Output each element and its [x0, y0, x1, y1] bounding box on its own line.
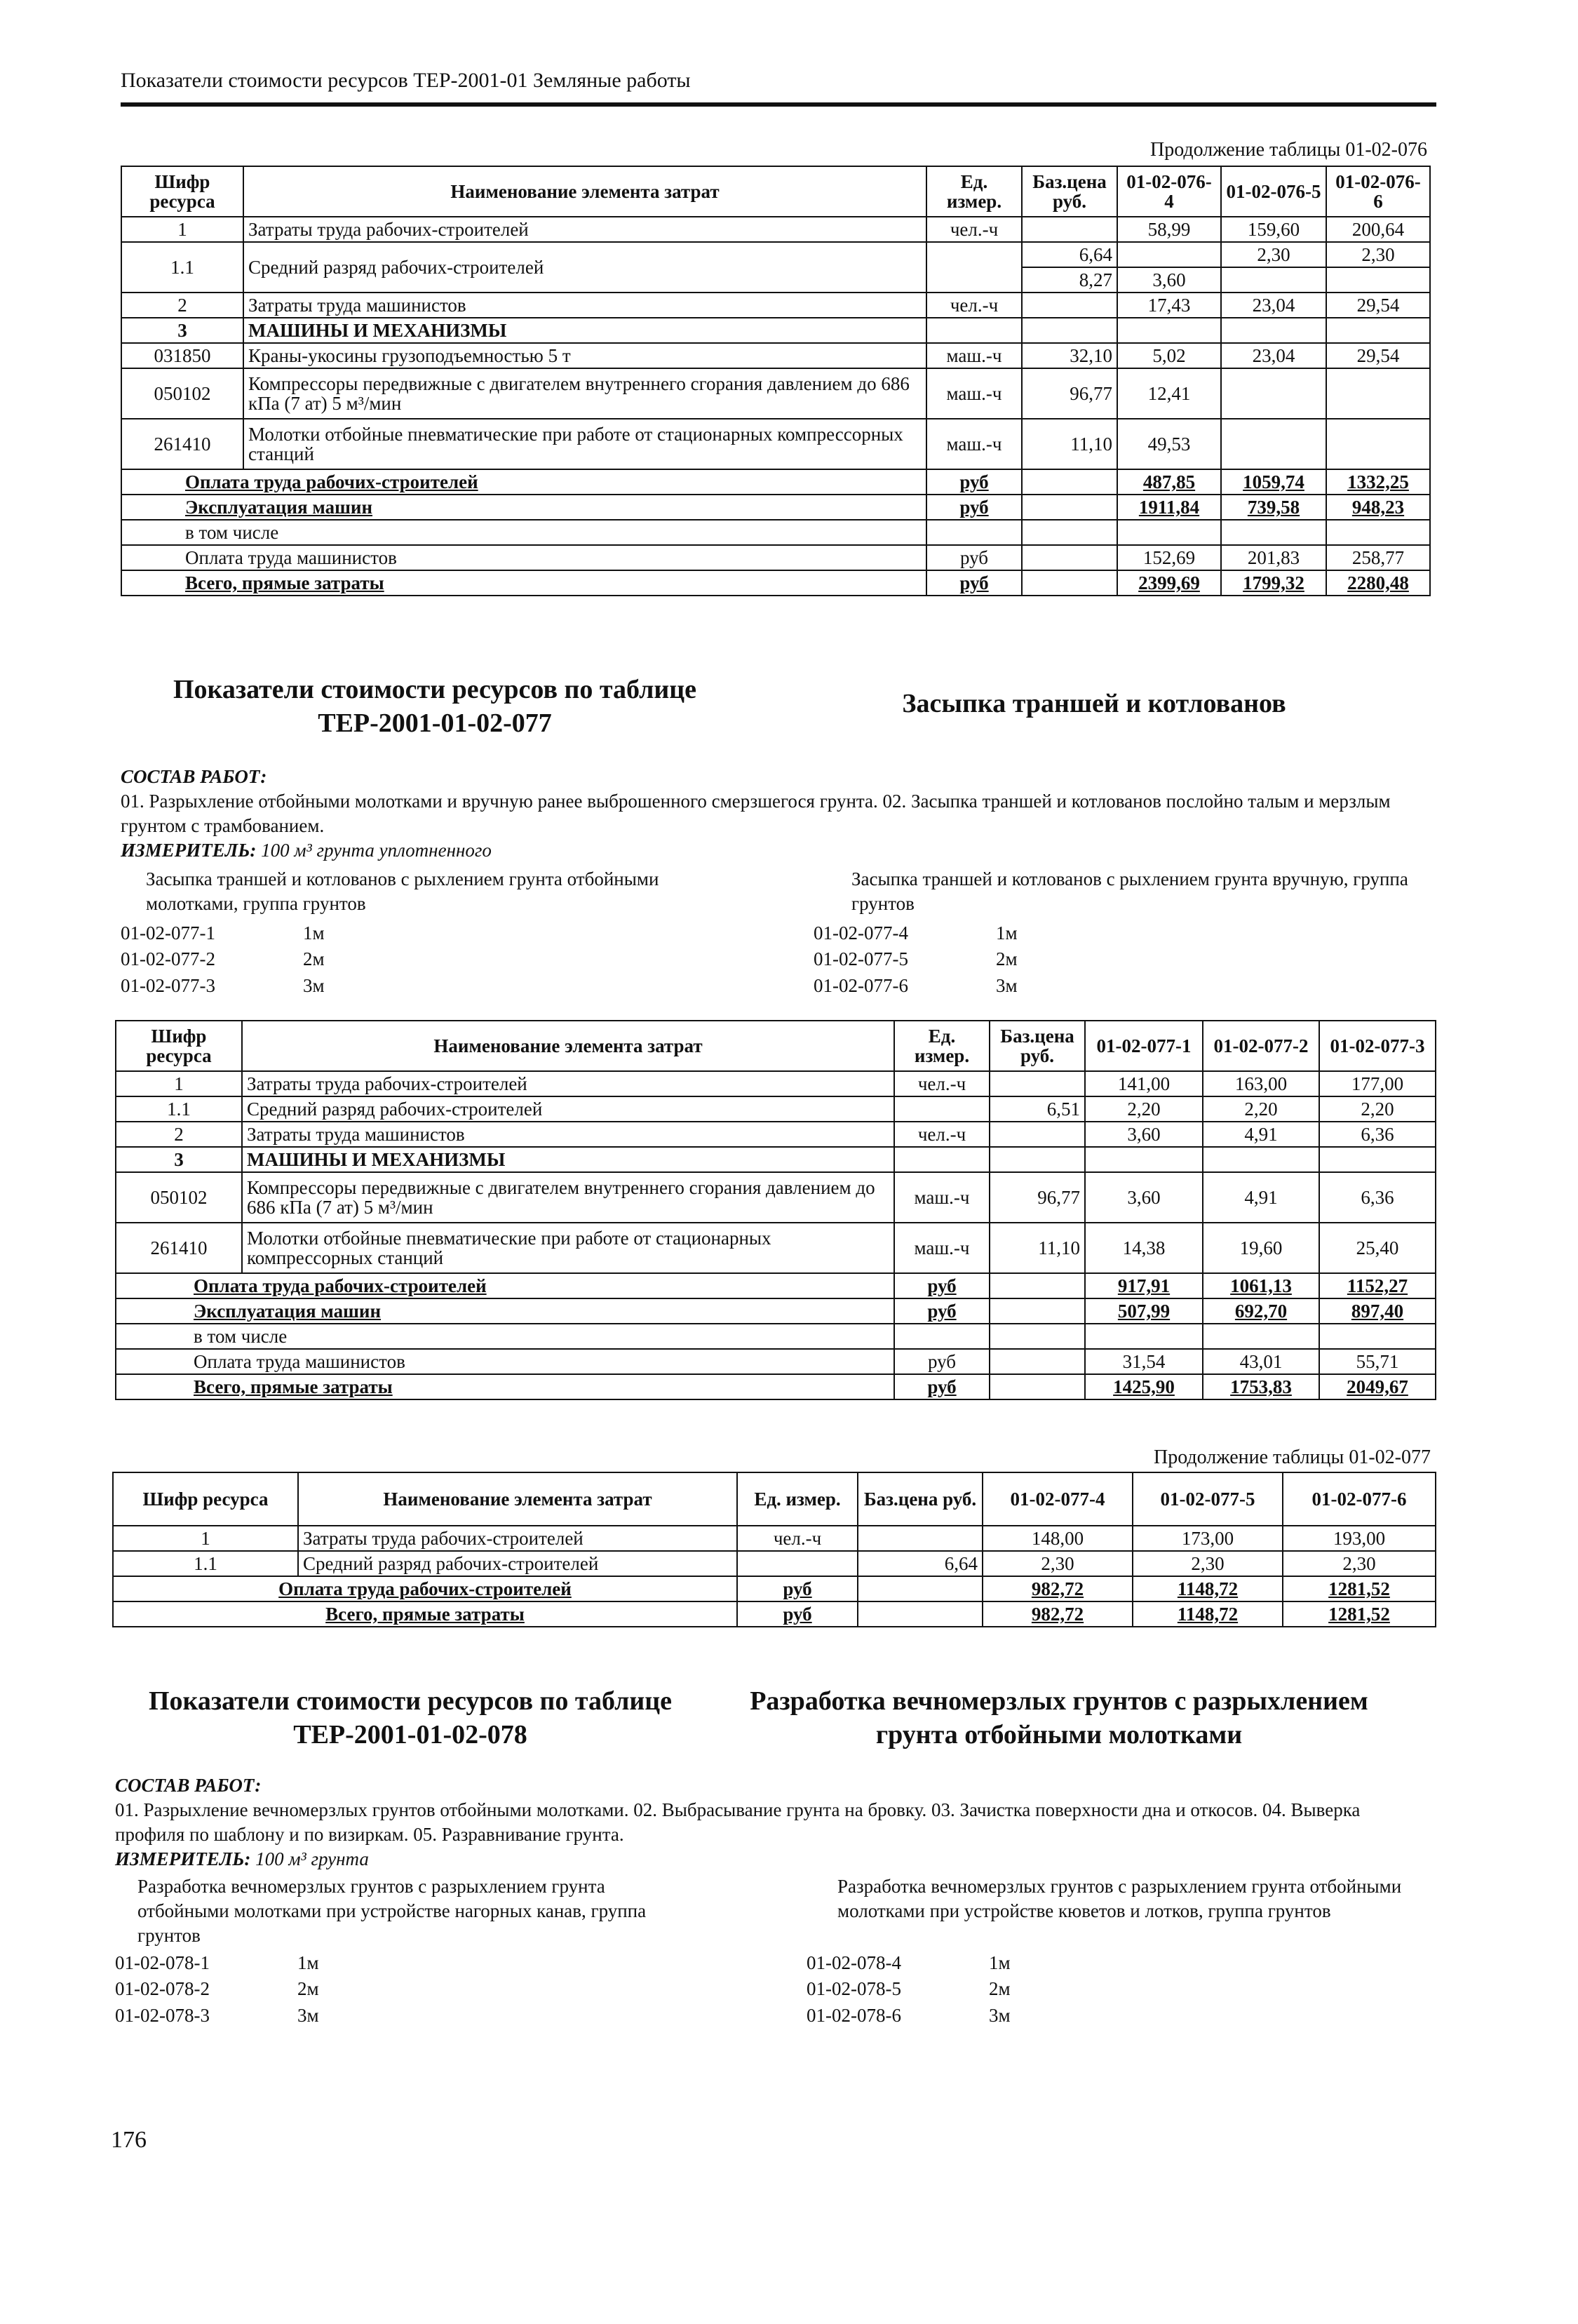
- table-cell: 2,30: [983, 1551, 1133, 1576]
- code-value: 01-02-077-2: [121, 948, 215, 970]
- code-entry: [121, 973, 325, 999]
- table-cell: 6,64: [1022, 242, 1117, 267]
- table-cell: [858, 1576, 983, 1601]
- resource-table-077-cont: [112, 1472, 1436, 1627]
- table-cell: 8,27: [1022, 267, 1117, 293]
- table-row: [116, 1122, 1436, 1147]
- table-row: [121, 495, 1430, 520]
- table-cell: 200,64: [1326, 217, 1430, 242]
- table-cell: 1.1: [116, 1096, 242, 1122]
- table-cell: 258,77: [1326, 545, 1430, 570]
- table-cell: руб: [926, 570, 1022, 596]
- code-value: 3м: [989, 2004, 1011, 2026]
- section-subtitle: Разработка вечномерзлых грунтов с разрыхлением грунта отбойными молотками: [750, 1686, 1368, 1749]
- table-cell: 29,54: [1326, 343, 1430, 368]
- work-label: СОСТАВ РАБОТ:: [121, 766, 267, 787]
- code-entry: [814, 946, 1018, 972]
- table-cell: в том числе: [121, 520, 926, 545]
- code-value: 01-02-078-6: [807, 2004, 901, 2026]
- table-cell: [990, 1273, 1085, 1298]
- col-header: Ед. измер.: [894, 1021, 990, 1071]
- table-row: [116, 1096, 1436, 1122]
- left-description: Разработка вечномерзлых грунтов с разрыхлением грунта отбойными молотками при устройстве нагорных канав, группа грунтов: [137, 1876, 647, 1947]
- table-cell: [1326, 368, 1430, 419]
- code-value: 1м: [297, 1952, 319, 1973]
- table-cell: [1203, 1324, 1319, 1349]
- table-cell: 1148,72: [1133, 1601, 1283, 1627]
- code-value: 2м: [303, 948, 325, 970]
- table-cell: Эксплуатация машин: [116, 1298, 894, 1324]
- table-cell: 2,30: [1283, 1551, 1436, 1576]
- table-cell: 487,85: [1117, 469, 1221, 495]
- table-cell: [926, 318, 1022, 343]
- table-cell: 3,60: [1085, 1172, 1203, 1223]
- table-cell: Средний разряд рабочих-строителей: [298, 1551, 737, 1576]
- table-cell: [990, 1374, 1085, 1399]
- table-cell: 2: [116, 1122, 242, 1147]
- table-cell: 2399,69: [1117, 570, 1221, 596]
- table-cell: 1911,84: [1117, 495, 1221, 520]
- table-cell: 948,23: [1326, 495, 1430, 520]
- table-cell: 148,00: [983, 1526, 1133, 1551]
- table-row: [116, 1298, 1436, 1324]
- table-cell: 159,60: [1221, 217, 1326, 242]
- table-cell: [1326, 267, 1430, 293]
- code-value: 2м: [989, 1978, 1011, 2000]
- code-entry: [814, 920, 1018, 946]
- table-cell: Молотки отбойные пневматические при работе от стационарных компрессорных станций: [243, 419, 926, 469]
- table-cell: 739,58: [1221, 495, 1326, 520]
- right-description: Засыпка траншей и котлованов с рыхлением грунта вручную, группа грунтов: [851, 868, 1408, 915]
- table-cell: руб: [894, 1349, 990, 1374]
- table-cell: [1022, 495, 1117, 520]
- right-codes: [814, 920, 1018, 999]
- col-header: Шифр ресурса: [116, 1021, 242, 1071]
- table-cell: Затраты труда рабочих-строителей: [242, 1071, 894, 1096]
- code-entry: [814, 973, 1018, 999]
- table-row: [113, 1576, 1436, 1601]
- col-header: Ед. измер.: [926, 166, 1022, 217]
- table-cell: 141,00: [1085, 1071, 1203, 1096]
- table-cell: [1117, 520, 1221, 545]
- table-cell: 1281,52: [1283, 1576, 1436, 1601]
- section-title: Показатели стоимости ресурсов по таблице ТЕР-2001-01-02-078: [148, 1686, 673, 1749]
- table-cell: 3: [121, 318, 243, 343]
- table-row: [116, 1273, 1436, 1298]
- table-cell: [894, 1147, 990, 1172]
- code-value: 01-02-078-1: [115, 1952, 210, 1973]
- table-header-row: [116, 1021, 1436, 1071]
- table-cell: 692,70: [1203, 1298, 1319, 1324]
- table-cell: [1022, 520, 1117, 545]
- table-cell: Оплата труда машинистов: [121, 545, 926, 570]
- work-text: 01. Разрыхление отбойными молотками и вручную ранее выброшенного смерзшегося грунта. 02. Засыпка траншей и котлованов послойно талым и мерзлым грунтом с трамбованием.: [121, 791, 1391, 837]
- table-cell: Оплата труда рабочих-строителей: [113, 1576, 737, 1601]
- code-value: 1м: [303, 922, 325, 943]
- running-header: Показатели стоимости ресурсов ТЕР-2001-01 Земляные работы: [121, 69, 691, 92]
- resource-table-077: [115, 1020, 1436, 1400]
- table-cell: 4,91: [1203, 1122, 1319, 1147]
- table-cell: 2280,48: [1326, 570, 1430, 596]
- table-cell: 1: [121, 217, 243, 242]
- table-cell: Молотки отбойные пневматические при работе от стационарных компрессорных станций: [242, 1223, 894, 1273]
- table-cell: 1148,72: [1133, 1576, 1283, 1601]
- table-cell: руб: [926, 495, 1022, 520]
- table-cell: маш.-ч: [926, 343, 1022, 368]
- table-row: [121, 242, 1430, 267]
- code-value: 1м: [996, 922, 1018, 943]
- table-cell: 25,40: [1319, 1223, 1436, 1273]
- table-cell: 2,30: [1133, 1551, 1283, 1576]
- table-cell: 6,64: [858, 1551, 983, 1576]
- table-row: [121, 217, 1430, 242]
- code-value: 3м: [303, 974, 325, 996]
- col-header: 01-02-076-5: [1221, 166, 1326, 217]
- table-cell: [926, 242, 1022, 293]
- table-cell: Краны-укосины грузоподъемностью 5 т: [243, 343, 926, 368]
- section-title: Показатели стоимости ресурсов по таблице ТЕР-2001-01-02-077: [173, 675, 697, 738]
- table-cell: [990, 1298, 1085, 1324]
- table-cell: 6,51: [990, 1096, 1085, 1122]
- col-header: Шифр ресурса: [121, 166, 243, 217]
- table-cell: 173,00: [1133, 1526, 1283, 1551]
- table-cell: Эксплуатация машин: [121, 495, 926, 520]
- code-value: 01-02-077-6: [814, 974, 908, 996]
- table-cell: [1221, 419, 1326, 469]
- table-cell: 5,02: [1117, 343, 1221, 368]
- table-cell: 152,69: [1117, 545, 1221, 570]
- code-entry: [115, 2003, 319, 2029]
- table-cell: [1117, 242, 1221, 267]
- table-row: [113, 1551, 1436, 1576]
- table-cell: 23,04: [1221, 343, 1326, 368]
- code-value: 01-02-077-3: [121, 974, 215, 996]
- table-cell: Всего, прямые затраты: [121, 570, 926, 596]
- table-cell: 2: [121, 293, 243, 318]
- col-header: 01-02-077-2: [1203, 1021, 1319, 1071]
- table-cell: руб: [894, 1298, 990, 1324]
- table-cell: в том числе: [116, 1324, 894, 1349]
- table-row: [121, 368, 1430, 419]
- table-cell: Оплата труда машинистов: [116, 1349, 894, 1374]
- table-cell: 897,40: [1319, 1298, 1436, 1324]
- table-cell: [990, 1122, 1085, 1147]
- left-codes: [121, 920, 325, 999]
- table-cell: 1061,13: [1203, 1273, 1319, 1298]
- table-cell: 11,10: [1022, 419, 1117, 469]
- table-continuation-label: Продолжение таблицы 01-02-076: [1149, 139, 1427, 161]
- col-header: 01-02-077-3: [1319, 1021, 1436, 1071]
- table-row: [116, 1223, 1436, 1273]
- table-cell: [1221, 520, 1326, 545]
- code-value: 01-02-078-4: [807, 1952, 901, 1973]
- table-cell: руб: [737, 1576, 858, 1601]
- table-row: [121, 570, 1430, 596]
- table-cell: [1319, 1324, 1436, 1349]
- table-cell: маш.-ч: [926, 368, 1022, 419]
- table-cell: 96,77: [990, 1172, 1085, 1223]
- table-cell: чел.-ч: [894, 1122, 990, 1147]
- table-cell: маш.-ч: [894, 1172, 990, 1223]
- right-codes: [807, 1950, 1011, 2029]
- left-codes: [115, 1950, 319, 2029]
- col-header: 01-02-076-4: [1117, 166, 1221, 217]
- table-row: [121, 293, 1430, 318]
- table-cell: [894, 1096, 990, 1122]
- table-cell: чел.-ч: [737, 1526, 858, 1551]
- table-cell: 163,00: [1203, 1071, 1319, 1096]
- table-cell: 19,60: [1203, 1223, 1319, 1273]
- table-row: [116, 1172, 1436, 1223]
- table-cell: чел.-ч: [926, 217, 1022, 242]
- table-cell: маш.-ч: [926, 419, 1022, 469]
- col-header: Наименование элемента затрат: [242, 1021, 894, 1071]
- code-value: 01-02-077-1: [121, 922, 215, 943]
- table-cell: 1332,25: [1326, 469, 1430, 495]
- table-cell: Затраты труда рабочих-строителей: [243, 217, 926, 242]
- code-value: 2м: [996, 948, 1018, 970]
- table-cell: [1085, 1324, 1203, 1349]
- code-entry: [121, 946, 325, 972]
- table-cell: 3: [116, 1147, 242, 1172]
- table-cell: [1117, 318, 1221, 343]
- table-cell: 23,04: [1221, 293, 1326, 318]
- table-cell: 49,53: [1117, 419, 1221, 469]
- code-value: 01-02-078-5: [807, 1978, 901, 2000]
- table-cell: 6,36: [1319, 1122, 1436, 1147]
- table-cell: [990, 1147, 1085, 1172]
- table-cell: руб: [926, 545, 1022, 570]
- code-value: 2м: [297, 1978, 319, 2000]
- table-cell: 3,60: [1085, 1122, 1203, 1147]
- table-cell: 1425,90: [1085, 1374, 1203, 1399]
- table-cell: [1203, 1147, 1319, 1172]
- table-cell: 982,72: [983, 1601, 1133, 1627]
- table-cell: [1326, 419, 1430, 469]
- table-cell: Компрессоры передвижные с двигателем внутреннего сгорания давлением до 686 кПа (7 ат) 5 м³/мин: [243, 368, 926, 419]
- table-header-row: [121, 166, 1430, 217]
- table-header-row: Шифр ресурса Наименование элемента затрат Ед. измер. Баз.цена руб. 01-02-077-4 01-02-077-5 01-02-077-6: [113, 1472, 1436, 1526]
- code-entry: [115, 1950, 319, 1976]
- table-cell: руб: [737, 1601, 858, 1627]
- table-cell: руб: [894, 1374, 990, 1399]
- table-row: [121, 318, 1430, 343]
- table-cell: 917,91: [1085, 1273, 1203, 1298]
- table-cell: [858, 1526, 983, 1551]
- table-row: [121, 469, 1430, 495]
- code-value: 1м: [989, 1952, 1011, 1973]
- table-cell: 14,38: [1085, 1223, 1203, 1273]
- table-cell: 2,30: [1221, 242, 1326, 267]
- table-cell: Средний разряд рабочих-строителей: [242, 1096, 894, 1122]
- table-row: [121, 419, 1430, 469]
- table-cell: 1281,52: [1283, 1601, 1436, 1627]
- table-cell: [1022, 545, 1117, 570]
- work-composition: [121, 765, 1425, 863]
- table-row: [116, 1071, 1436, 1096]
- table-cell: 177,00: [1319, 1071, 1436, 1096]
- code-entry: [115, 1976, 319, 2002]
- table-cell: МАШИНЫ И МЕХАНИЗМЫ: [243, 318, 926, 343]
- table-cell: 29,54: [1326, 293, 1430, 318]
- section-subtitle: Засыпка траншей и котлованов: [902, 689, 1286, 718]
- table-cell: Затраты труда машинистов: [242, 1122, 894, 1147]
- table-cell: 201,83: [1221, 545, 1326, 570]
- table-cell: 43,01: [1203, 1349, 1319, 1374]
- table-row: [116, 1374, 1436, 1399]
- table-cell: [990, 1071, 1085, 1096]
- table-cell: 31,54: [1085, 1349, 1203, 1374]
- measure-label: ИЗМЕРИТЕЛЬ:: [121, 840, 257, 861]
- table-cell: [1022, 469, 1117, 495]
- table-cell: [1326, 318, 1430, 343]
- table-cell: [1022, 318, 1117, 343]
- table-cell: [1022, 293, 1117, 318]
- page-number: 176: [111, 2127, 147, 2153]
- code-entry: [807, 1976, 1011, 2002]
- table-cell: 2049,67: [1319, 1374, 1436, 1399]
- table-cell: [894, 1324, 990, 1349]
- table-cell: МАШИНЫ И МЕХАНИЗМЫ: [242, 1147, 894, 1172]
- col-header: 01-02-077-1: [1085, 1021, 1203, 1071]
- col-header: Баз.цена руб.: [990, 1021, 1085, 1071]
- table-cell: 1.1: [113, 1551, 298, 1576]
- table-cell: [1221, 318, 1326, 343]
- table-cell: 1799,32: [1221, 570, 1326, 596]
- table-cell: Всего, прямые затраты: [116, 1374, 894, 1399]
- right-description: Разработка вечномерзлых грунтов с разрыхлением грунта отбойными молотками при устройстве кюветов и лотков, группа грунтов: [837, 1876, 1402, 1922]
- table-cell: Компрессоры передвижные с двигателем внутреннего сгорания давлением до 686 кПа (7 ат) 5 м³/мин: [242, 1172, 894, 1223]
- table-cell: 050102: [121, 368, 243, 419]
- table-cell: Оплата труда рабочих-строителей: [121, 469, 926, 495]
- table-row: [121, 545, 1430, 570]
- table-row: [116, 1349, 1436, 1374]
- table-cell: 55,71: [1319, 1349, 1436, 1374]
- table-cell: [1022, 217, 1117, 242]
- table-row: [116, 1324, 1436, 1349]
- left-description: Засыпка траншей и котлованов с рыхлением грунта отбойными молотками, группа грунтов: [146, 868, 659, 915]
- table-cell: 1: [113, 1526, 298, 1551]
- table-cell: 2,30: [1326, 242, 1430, 267]
- table-cell: 58,99: [1117, 217, 1221, 242]
- table-cell: 982,72: [983, 1576, 1133, 1601]
- code-value: 01-02-078-2: [115, 1978, 210, 2000]
- measure-text: 100 м³ грунта уплотненного: [261, 840, 492, 861]
- table-cell: [1319, 1147, 1436, 1172]
- table-cell: 11,10: [990, 1223, 1085, 1273]
- table-cell: 1753,83: [1203, 1374, 1319, 1399]
- header-rule: [121, 102, 1436, 107]
- table-cell: Затраты труда машинистов: [243, 293, 926, 318]
- table-cell: Затраты труда рабочих-строителей: [298, 1526, 737, 1551]
- table-cell: 031850: [121, 343, 243, 368]
- work-composition: СОСТАВ РАБОТ: 01. Разрыхление вечномерзлых грунтов отбойными молотками. 02. Выбрасывание грунта на бровку. 03. Зачистка поверхности дна и откосов. 04. Выверка профиля по шаблону и по визиркам. 05. Разравнивание грунта. ИЗМЕРИТЕЛЬ: 100 м³ грунта: [115, 1775, 1361, 1870]
- table-row: [113, 1526, 1436, 1551]
- table-cell: 1.1: [121, 242, 243, 293]
- table-cell: чел.-ч: [926, 293, 1022, 318]
- table-cell: 261410: [121, 419, 243, 469]
- code-value: 3м: [297, 2004, 319, 2026]
- table-cell: [990, 1349, 1085, 1374]
- table-cell: руб: [894, 1273, 990, 1298]
- table-cell: 050102: [116, 1172, 242, 1223]
- code-value: 01-02-078-3: [115, 2004, 210, 2026]
- table-cell: [858, 1601, 983, 1627]
- table-cell: 3,60: [1117, 267, 1221, 293]
- table-cell: 193,00: [1283, 1526, 1436, 1551]
- code-entry: [807, 1950, 1011, 1976]
- col-header: 01-02-076-6: [1326, 166, 1430, 217]
- table-cell: [1022, 570, 1117, 596]
- table-row: [116, 1147, 1436, 1172]
- table-cell: 2,20: [1203, 1096, 1319, 1122]
- table-row: [113, 1601, 1436, 1627]
- table-cell: [1326, 520, 1430, 545]
- resource-table-076: [121, 166, 1431, 596]
- table-cell: [926, 520, 1022, 545]
- code-value: 01-02-077-5: [814, 948, 908, 970]
- table-row: [121, 343, 1430, 368]
- table-cell: чел.-ч: [894, 1071, 990, 1096]
- code-value: 01-02-077-4: [814, 922, 908, 943]
- table-cell: 12,41: [1117, 368, 1221, 419]
- table-cell: 507,99: [1085, 1298, 1203, 1324]
- table-cell: 17,43: [1117, 293, 1221, 318]
- table-continuation-label: Продолжение таблицы 01-02-077: [1153, 1446, 1431, 1468]
- table-cell: Оплата труда рабочих-строителей: [116, 1273, 894, 1298]
- table-cell: 6,36: [1319, 1172, 1436, 1223]
- code-entry: [121, 920, 325, 946]
- table-cell: 32,10: [1022, 343, 1117, 368]
- table-cell: 2,20: [1085, 1096, 1203, 1122]
- code-entry: [807, 2003, 1011, 2029]
- table-cell: 1: [116, 1071, 242, 1096]
- table-cell: руб: [926, 469, 1022, 495]
- table-cell: [1221, 368, 1326, 419]
- table-cell: 4,91: [1203, 1172, 1319, 1223]
- table-cell: Всего, прямые затраты: [113, 1601, 737, 1627]
- table-cell: 261410: [116, 1223, 242, 1273]
- table-cell: [737, 1551, 858, 1576]
- table-cell: 96,77: [1022, 368, 1117, 419]
- table-cell: [1085, 1147, 1203, 1172]
- table-cell: Средний разряд рабочих-строителей: [243, 242, 926, 293]
- table-cell: [1221, 267, 1326, 293]
- code-value: 3м: [996, 974, 1018, 996]
- table-cell: [990, 1324, 1085, 1349]
- table-cell: 1152,27: [1319, 1273, 1436, 1298]
- table-cell: 2,20: [1319, 1096, 1436, 1122]
- table-row: [121, 520, 1430, 545]
- table-cell: 1059,74: [1221, 469, 1326, 495]
- col-header: Баз.цена руб.: [1022, 166, 1117, 217]
- table-cell: маш.-ч: [894, 1223, 990, 1273]
- col-header: Наименование элемента затрат: [243, 166, 926, 217]
